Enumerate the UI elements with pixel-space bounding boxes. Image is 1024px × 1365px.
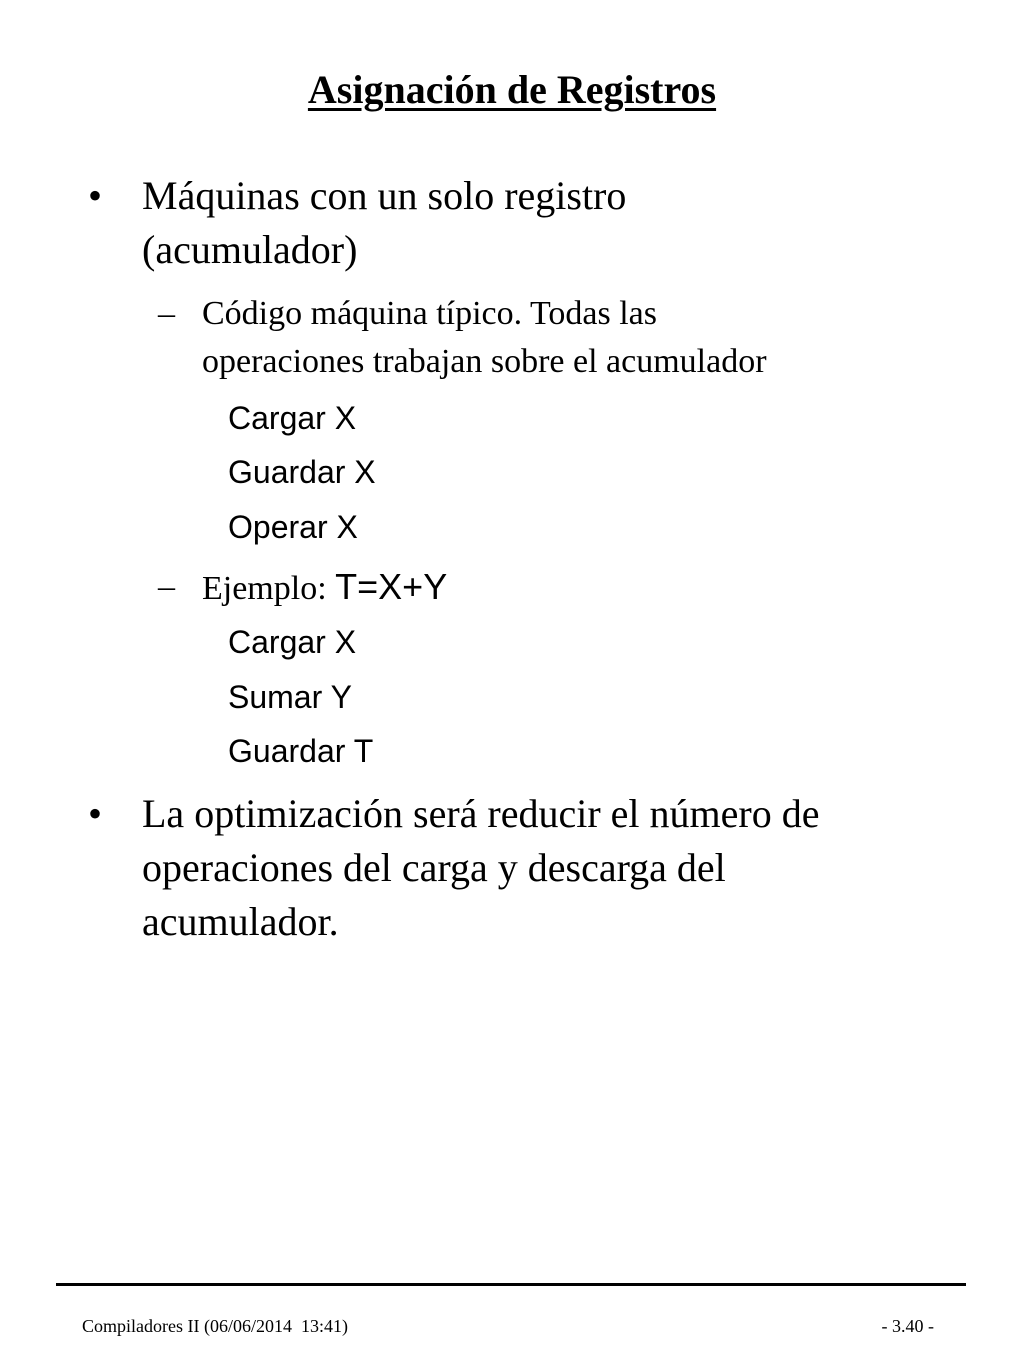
code-line: Guardar T xyxy=(228,733,374,769)
code-line: Guardar X xyxy=(228,454,376,490)
code-line: Operar X xyxy=(228,509,358,545)
code-line: Cargar X xyxy=(228,400,357,436)
sub-bullet-text-line: Código máquina típico. Todas las xyxy=(202,295,657,332)
bullet-text-line: Máquinas con un solo registro xyxy=(142,173,627,218)
bullet-text-line: La optimización será reducir el número de xyxy=(142,791,820,836)
bullet-text-line: operaciones del carga y descarga del xyxy=(142,845,726,890)
sub-bullet-example xyxy=(202,563,962,613)
slide-title-text: Asignación de Registros xyxy=(307,67,717,112)
bullet-marker: • xyxy=(88,173,103,218)
example-label: Ejemplo: xyxy=(202,570,327,607)
code-line: Sumar Y xyxy=(228,679,352,715)
footer-divider xyxy=(56,1283,966,1286)
footer-course-date: Compiladores II (06/06/2014 13:41) xyxy=(82,1316,348,1336)
sub-bullet-marker: – xyxy=(158,568,175,605)
sub-bullet-text-line: operaciones trabajan sobre el acumulador xyxy=(202,343,767,380)
sub-bullet-marker: – xyxy=(158,295,175,332)
bullet-text-line: acumulador. xyxy=(142,899,339,944)
slide-title xyxy=(0,66,1024,114)
bullet-text-line: (acumulador) xyxy=(142,227,358,272)
page-number: - 3.40 - xyxy=(881,1316,934,1336)
bullet-marker: • xyxy=(88,791,103,836)
example-expression: T=X+Y xyxy=(335,566,448,607)
code-line: Cargar X xyxy=(228,624,357,660)
